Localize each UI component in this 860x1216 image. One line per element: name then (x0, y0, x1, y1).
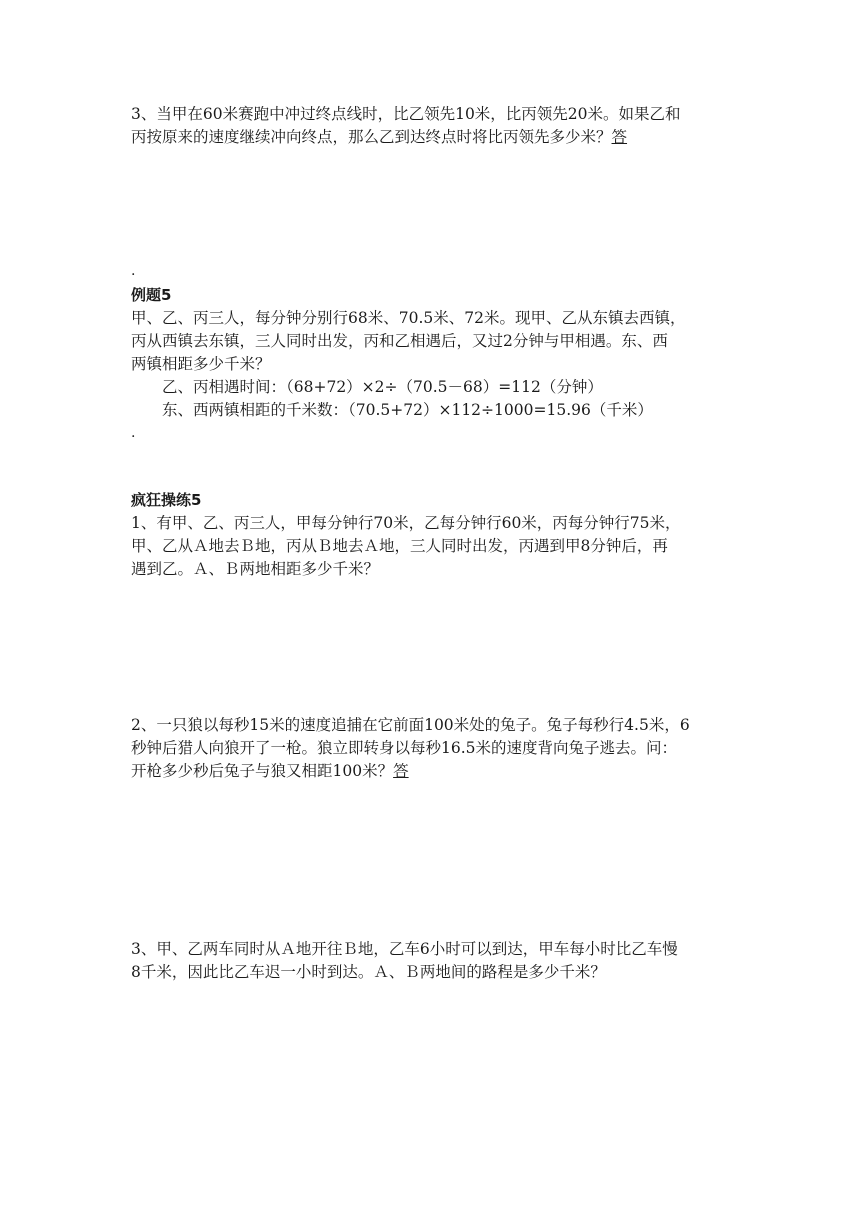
practice-q1-line-2: 甲、乙从Ａ地去Ｂ地，丙从Ｂ地去Ａ地，三人同时出发，丙遇到甲8分钟后，再 (131, 537, 668, 555)
example-5-line-1: 甲、乙、丙三人，每分钟分别行68米、70.5米、72米。现甲、乙从东镇去西镇， (131, 309, 686, 327)
practice-5-heading: 疯狂操练5 (131, 491, 202, 509)
practice-q2-line-2: 秒钟后猎人向狼开了一枪。狼立即转身以每秒16.5米的速度背向兔子逃去。问： (131, 739, 678, 757)
example-5-solution-1: 乙、丙相遇时间：（68+72）×2÷（70.5－68）=112（分钟） (162, 378, 603, 396)
example-5 (131, 284, 733, 422)
question-3-top (131, 103, 733, 149)
practice-5-q3 (131, 938, 733, 984)
practice-q3-line-2: 8千米，因此比乙车迟一小时到达。Ａ、Ｂ两地间的路程是多少千米？ (131, 963, 606, 981)
example-5-line-3: 两镇相距多少千米？ (131, 355, 271, 373)
practice-q2-line-1: 2、一只狼以每秒15米的速度追捕在它前面100米处的兔子。兔子每秒行4.5米，6 (131, 716, 690, 734)
practice-q3-line-1: 3、甲、乙两车同时从Ａ地开往Ｂ地，乙车6小时可以到达，甲车每小时比乙车慢 (131, 940, 678, 958)
practice-q2-line-3 (131, 760, 733, 783)
practice-5-q2 (131, 714, 733, 783)
practice-q1-line-1: 1、有甲、乙、丙三人，甲每分钟行70米，乙每分钟行60米，丙每分钟行75米， (131, 514, 681, 532)
practice-q2-answer-label: 答 (393, 762, 409, 780)
separator-dot-2: . (131, 425, 136, 441)
q3-line-2-text: 丙按原来的速度继续冲向终点，那么乙到达终点时将比丙领先多少米？ (131, 128, 612, 146)
q3-answer-label: 答 (611, 128, 628, 146)
q3-line-1: 3、当甲在60米赛跑中冲过终点线时，比乙领先10米，比丙领先20米。如果乙和 (131, 105, 681, 123)
separator-dot-1: . (131, 263, 136, 279)
practice-5-q1 (131, 489, 733, 581)
example-5-solution-2: 东、西两镇相距的千米数：（70.5+72）×112÷1000=15.96（千米） (162, 401, 653, 419)
example-5-line-2: 丙从西镇去东镇，三人同时出发，丙和乙相遇后，又过2分钟与甲相遇。东、西 (131, 332, 668, 350)
practice-q1-line-3: 遇到乙。Ａ、Ｂ两地相距多少千米？ (131, 560, 380, 578)
example-5-heading: 例题5 (131, 286, 172, 304)
practice-q2-line-3-text: 开枪多少秒后兔子与狼又相距100米？ (131, 762, 394, 780)
q3-line-2 (131, 126, 733, 149)
